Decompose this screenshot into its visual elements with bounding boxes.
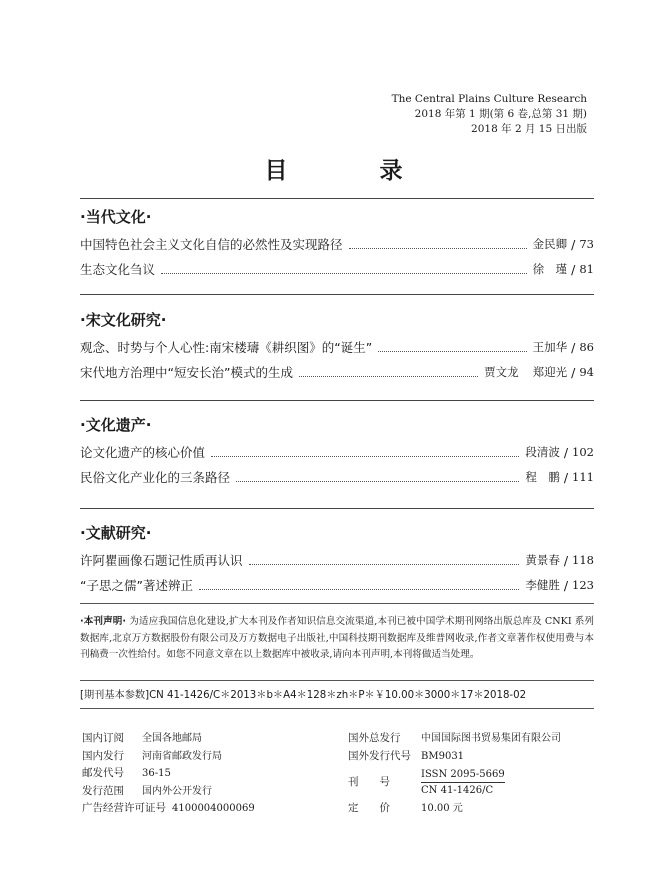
- leader-dots: [211, 456, 519, 457]
- info-label: 发行范围: [82, 784, 124, 797]
- info-label: 国内发行: [82, 749, 124, 762]
- journal-header: [392, 92, 587, 137]
- entry-author: 金民卿: [532, 237, 568, 251]
- divider: [80, 603, 594, 604]
- info-row: [82, 800, 255, 818]
- divider: [80, 508, 594, 509]
- leader-dots: [249, 564, 520, 565]
- info-value: 4100004000069: [172, 803, 255, 814]
- entry-title: 许阿瞿画像石题记性质再认识: [80, 553, 243, 568]
- toc-entry[interactable]: 观念、时势与个人心性:南宋楼璹《耕织图》的“诞生” 王加华 / 86: [80, 335, 594, 360]
- entry-page: 111: [572, 470, 594, 484]
- entry-title: 论文化遗产的核心价值: [80, 445, 206, 460]
- publication-info-right: [348, 730, 561, 818]
- leader-dots: [349, 248, 527, 249]
- issue-info: 2018 年第 1 期(第 6 卷,总第 31 期): [414, 108, 587, 120]
- section-song-culture: [80, 309, 594, 385]
- entry-author: 徐 瑾: [532, 262, 568, 276]
- info-row: [348, 800, 561, 818]
- info-row: [348, 730, 561, 748]
- info-row: [82, 748, 255, 766]
- info-row: [82, 765, 255, 783]
- section-title: ·宋文化研究·: [80, 311, 167, 329]
- entry-author: 段清波: [525, 445, 560, 459]
- divider: [80, 198, 594, 199]
- journal-english-name: The Central Plains Culture Research: [391, 93, 587, 105]
- divider: [80, 708, 594, 709]
- issn-number: ISSN 2095-5669: [421, 767, 505, 783]
- toc-entry[interactable]: 许阿瞿画像石题记性质再认识 黄景春 / 118: [80, 548, 594, 573]
- leader-dots: [236, 481, 519, 482]
- entry-title: 生态文化刍议: [80, 262, 156, 277]
- entry-page: 102: [572, 445, 594, 459]
- entry-page: 123: [572, 578, 594, 592]
- entry-title: 宋代地方治理中“短安长治”模式的生成: [80, 365, 293, 380]
- section-title: ·文化遗产·: [80, 416, 152, 434]
- info-label: 邮发代号: [82, 767, 124, 779]
- entry-title: 民俗文化产业化的三条路径: [80, 470, 231, 485]
- info-label: 国外发行代号: [348, 749, 411, 762]
- info-label: 国内订阅: [82, 732, 124, 744]
- info-label: 刊 号: [348, 775, 390, 788]
- leader-dots: [161, 273, 527, 274]
- info-row: [348, 748, 561, 766]
- publication-info-left: [82, 730, 255, 818]
- journal-notice: [80, 614, 594, 664]
- divider: [80, 294, 594, 295]
- toc-entry[interactable]: 民俗文化产业化的三条路径 程 鹏 / 111: [80, 465, 594, 490]
- toc-entry[interactable]: 宋代地方治理中“短安长治”模式的生成 贾文龙 郑迎光 / 94: [80, 360, 594, 385]
- leader-dots: [378, 351, 526, 352]
- entry-page: 73: [579, 237, 594, 251]
- info-value: 36-15: [142, 768, 171, 779]
- toc-entry[interactable]: 生态文化刍议 徐 瑾 / 81: [80, 257, 594, 282]
- entry-page: 86: [579, 340, 594, 354]
- entry-title: 观念、时势与个人心性:南宋楼璹《耕织图》的“诞生”: [80, 340, 373, 355]
- info-value: 中国国际图书贸易集团有限公司: [421, 733, 561, 744]
- divider: [80, 400, 594, 401]
- entry-author: 黄景春: [525, 553, 560, 567]
- toc-entry[interactable]: 中国特色社会主义文化自信的必然性及实现路径 金民卿 / 73: [80, 232, 594, 257]
- entry-author: 程 鹏: [525, 470, 560, 484]
- info-value: 河南省邮政发行局: [142, 750, 222, 762]
- notice-label: ·本刊声明·: [80, 616, 127, 627]
- entry-author: 王加华: [532, 340, 568, 354]
- toc-entry[interactable]: 论文化遗产的核心价值 段清波 / 102: [80, 440, 594, 465]
- info-label: 广告经营许可证号: [82, 802, 166, 814]
- info-row: [82, 730, 255, 748]
- entry-author: 郑迎光: [532, 365, 568, 379]
- journal-parameters: [期刊基本参数]CN 41-1426/C＊2013＊b＊A4＊128＊zh＊P＊￥10.00＊3000＊17＊2018-02: [80, 690, 527, 701]
- section-cultural-heritage: [80, 414, 594, 490]
- info-label: 定 价: [348, 802, 390, 814]
- entry-page: 94: [579, 365, 594, 379]
- leader-dots: [199, 589, 519, 590]
- info-value: 国内外公开发行: [142, 785, 212, 797]
- info-label: 国外总发行: [348, 732, 401, 744]
- info-row: [82, 783, 255, 801]
- leader-dots: [299, 376, 478, 377]
- section-contemporary-culture: [80, 206, 594, 282]
- entry-title: “子思之儒”著述辨正: [80, 578, 193, 593]
- entry-page: 118: [572, 553, 594, 567]
- page-title: 目 录: [264, 158, 445, 184]
- entry-author: 贾文龙: [484, 365, 519, 379]
- entry-title: 中国特色社会主义文化自信的必然性及实现路径: [80, 237, 343, 252]
- entry-page: 81: [579, 262, 594, 276]
- entry-author: 李健胜: [525, 578, 560, 592]
- section-literature-research: [80, 522, 594, 598]
- section-title: ·文献研究·: [80, 524, 152, 542]
- info-value: 全国各地邮局: [142, 733, 202, 744]
- info-row: [348, 765, 561, 800]
- toc-entry[interactable]: “子思之儒”著述辨正 李健胜 / 123: [80, 573, 594, 598]
- publish-date: 2018 年 2 月 15 日出版: [471, 123, 587, 135]
- info-value: BM9031: [421, 750, 465, 762]
- notice-text: 为适应我国信息化建设,扩大本刊及作者知识信息交流渠道,本刊已被中国学术期刊网络出版总库及 CNKI 系列数据库,北京万方数据股份有限公司及万方数据电子出版社,中国科技期刊数据库及维普网收录,作者文章著作权使用费与本刊稿费一次性给付。如您不同意文章在以上数据库中被收录,请向本刊声明,本刊将做适当处理。: [80, 616, 595, 660]
- divider: [80, 680, 594, 681]
- info-value: 10.00 元: [421, 803, 463, 814]
- cn-number: CN 41-1426/C: [421, 784, 494, 796]
- section-title: ·当代文化·: [80, 208, 152, 226]
